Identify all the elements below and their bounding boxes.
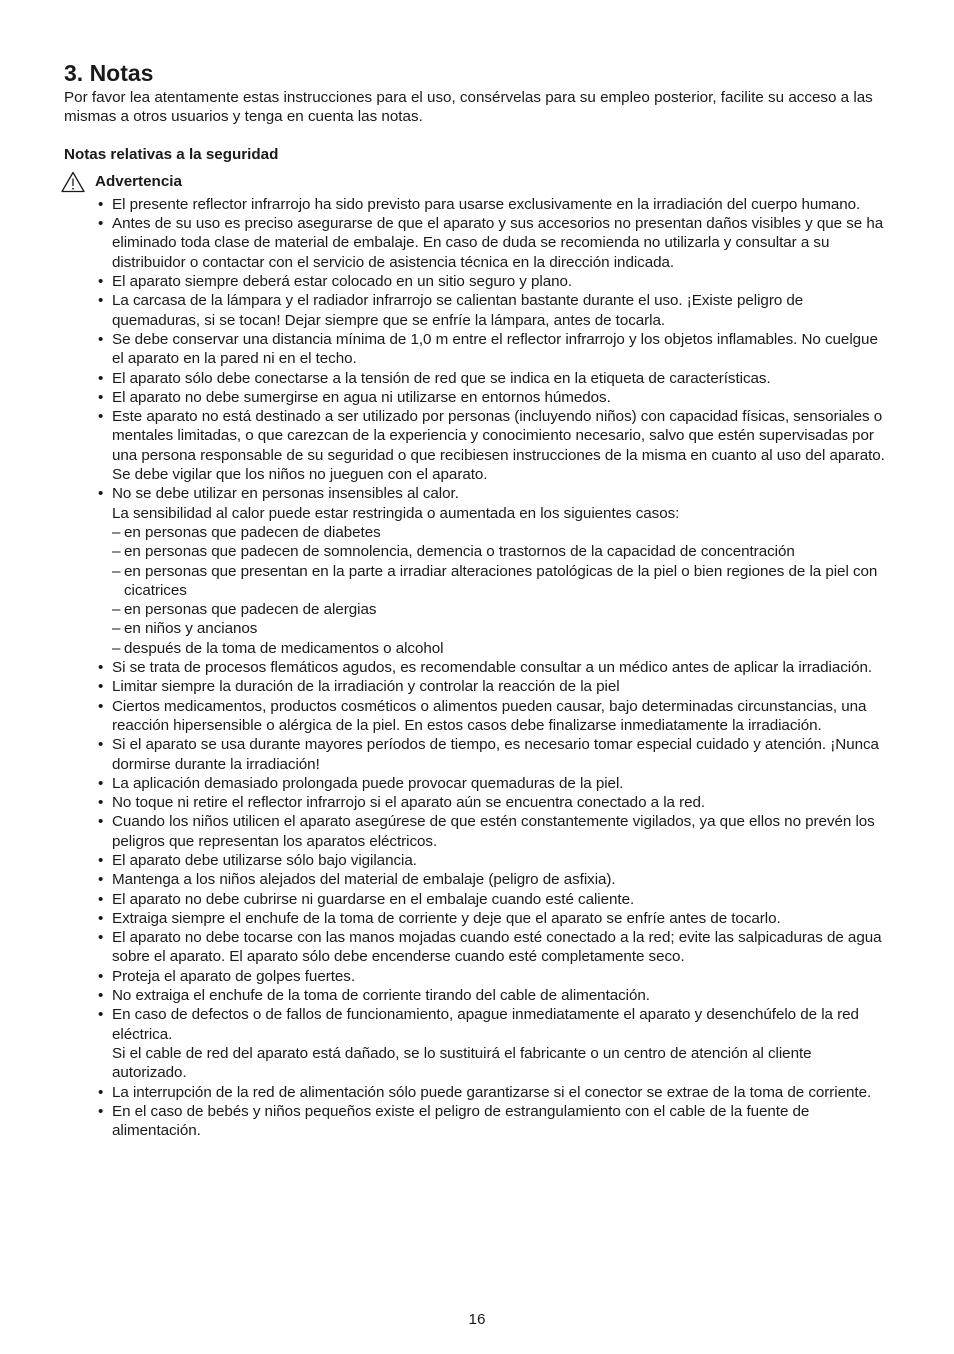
document-page <box>64 58 890 1140</box>
bullet-text: El presente reflector infrarrojo ha sido previsto para usarse exclusivamente en la irradiación del cuerpo humano. <box>112 195 861 213</box>
safety-bullet-item <box>98 1102 890 1141</box>
bullet-continuation: Se debe vigilar que los niños no jueguen con el aparato. <box>112 466 488 484</box>
warning-header <box>61 171 890 193</box>
section-heading: 3. Notas <box>64 60 154 86</box>
bullet-text: El aparato no debe tocarse con las manos mojadas cuando esté conectado a la red; evite las salpicaduras de agua sobre el aparato. El aparato sólo debe encenderse cuando esté completamente seco. <box>112 929 882 966</box>
safety-bullet-item <box>98 677 890 696</box>
condition-item: – en niños y ancianos <box>112 619 890 638</box>
safety-bullet-item <box>98 870 890 889</box>
bullet-text: El aparato sólo debe conectarse a la tensión de red que se indica en la etiqueta de características. <box>112 369 771 387</box>
bullet-continuation: Si el cable de red del aparato está dañado, se lo sustituirá el fabricante o un centro de atención al cliente autorizado. <box>112 1044 812 1082</box>
safety-bullet-item <box>98 928 890 967</box>
safety-bullet-item <box>98 272 890 291</box>
safety-bullet-item <box>98 890 890 909</box>
safety-bullet-item <box>98 909 890 928</box>
bullet-text: Antes de su uso es preciso asegurarse de que el aparato y sus accesorios no presentan daños visibles y que se ha eliminado toda clase de material de embalaje. En caso de duda se recomienda no utilizarla y consultar a su distribuidor o contactar con el servicio de asistencia técnica en la dirección indicada. <box>112 215 884 271</box>
bullet-text: Limitar siempre la duración de la irradiación y controlar la reacción de la piel <box>112 678 620 696</box>
bullet-text: Si se trata de procesos flemáticos agudos, es recomendable consultar a un médico antes de aplicar la irradiación. <box>112 659 873 677</box>
safety-bullet-item <box>98 484 890 658</box>
bullet-continuation: La sensibilidad al calor puede estar restringida o aumentada en los siguientes casos: <box>112 504 680 522</box>
bullet-text: El aparato siempre deberá estar colocado en un sitio seguro y plano. <box>112 273 573 291</box>
bullet-text: El aparato debe utilizarse sólo bajo vigilancia. <box>112 851 417 869</box>
bullet-text: No extraiga el enchufe de la toma de corriente tirando del cable de alimentación. <box>112 987 650 1005</box>
bullet-text: Proteja el aparato de golpes fuertes. <box>112 967 355 985</box>
safety-bullet-item <box>98 214 890 272</box>
safety-bullet-item <box>98 291 890 330</box>
safety-bullet-item <box>98 195 890 214</box>
bullet-text: El aparato no debe sumergirse en agua ni utilizarse en entornos húmedos. <box>112 388 611 406</box>
bullet-text: En el caso de bebés y niños pequeños existe el peligro de estrangulamiento con el cable de la fuente de alimentación. <box>112 1102 810 1140</box>
safety-bullet-item <box>98 967 890 986</box>
warning-triangle-icon <box>61 171 85 193</box>
safety-bullet-list <box>64 195 890 1141</box>
safety-bullet-item <box>98 735 890 774</box>
bullet-text: Ciertos medicamentos, productos cosméticos o alimentos pueden causar, bajo determinadas circunstancias, una reacción hipersensible o alérgica de la piel. En estos casos debe finalizarse inmediatamente la irradiación. <box>112 697 867 734</box>
safety-bullet-item <box>98 407 890 484</box>
safety-bullet-item <box>98 1005 890 1082</box>
bullet-text: Cuando los niños utilicen el aparato asegúrese de que estén constantemente vigilados, ya que ellos no prevén los peligros que representan los aparatos eléctricos. <box>112 813 875 850</box>
safety-bullet-item <box>98 986 890 1005</box>
bullet-text: No se debe utilizar en personas insensibles al calor. <box>112 485 459 503</box>
page-number: 16 <box>468 1311 486 1328</box>
safety-bullet-item <box>98 1083 890 1102</box>
bullet-text: La interrupción de la red de alimentación sólo puede garantizarse si el conector se extrae de la toma de corriente. <box>112 1083 872 1101</box>
bullet-text: Se debe conservar una distancia mínima de 1,0 m entre el reflector infrarrojo y los objetos inflamables. No cuelgue el aparato en la pared ni en el techo. <box>112 330 878 368</box>
condition-item: – después de la toma de medicamentos o alcohol <box>112 639 890 658</box>
safety-bullet-item <box>98 851 890 870</box>
bullet-text: Extraiga siempre el enchufe de la toma de corriente y deje que el aparato se enfríe antes de tocarlo. <box>112 909 781 927</box>
safety-bullet-item <box>98 812 890 851</box>
condition-item: – en personas que padecen de diabetes <box>112 523 890 542</box>
bullet-text: El aparato no debe cubrirse ni guardarse en el embalaje cuando esté caliente. <box>112 890 635 908</box>
warning-label: Advertencia <box>95 173 182 191</box>
condition-sublist <box>112 523 890 658</box>
bullet-text: La carcasa de la lámpara y el radiador infrarrojo se calientan bastante durante el uso. ¡Existe peligro de quemaduras, si se tocan! Dejar siempre que se enfríe la lámpara, antes de tocarla. <box>112 292 804 329</box>
condition-item: – en personas que padecen de somnolencia, demencia o trastornos de la capacidad de concentración <box>112 542 890 561</box>
safety-bullet-item <box>98 697 890 736</box>
bullet-text: Mantenga a los niños alejados del material de embalaje (peligro de asfixia). <box>112 871 616 889</box>
bullet-text: Este aparato no está destinado a ser utilizado por personas (incluyendo niños) con capacidad físicas, sensoriales o mentales limitadas, o que carezcan de la experiencia y conocimiento necesario, salvo que estén supervisadas por una persona responsable de su seguridad o que recibiesen instrucciones de la misma en cuanto al uso del aparato. <box>112 408 885 464</box>
bullet-text: En caso de defectos o de fallos de funcionamiento, apague inmediatamente el aparato y desenchúfelo de la red eléctrica. <box>112 1006 859 1043</box>
safety-bullet-item <box>98 793 890 812</box>
safety-bullet-item <box>98 774 890 793</box>
safety-title: Notas relativas a la seguridad <box>64 145 279 163</box>
bullet-text: La aplicación demasiado prolongada puede provocar quemaduras de la piel. <box>112 774 624 792</box>
condition-item: – en personas que presentan en la parte a irradiar alteraciones patológicas de la piel o bien regiones de la piel con cicatrices <box>112 562 890 601</box>
condition-item: – en personas que padecen de alergias <box>112 600 890 619</box>
intro-paragraph: Por favor lea atentamente estas instrucciones para el uso, consérvelas para su empleo posterior, facilite su acceso a las mismas a otros usuarios y tenga en cuenta las notas. <box>64 89 873 126</box>
bullet-text: No toque ni retire el reflector infrarrojo si el aparato aún se encuentra conectado a la red. <box>112 794 706 812</box>
safety-bullet-item <box>98 369 890 388</box>
safety-bullet-item <box>98 330 890 369</box>
safety-bullet-item <box>98 388 890 407</box>
bullet-text: Si el aparato se usa durante mayores períodos de tiempo, es necesario tomar especial cuidado y atención. ¡Nunca dormirse durante la irradiación! <box>112 736 879 773</box>
safety-bullet-item <box>98 658 890 677</box>
